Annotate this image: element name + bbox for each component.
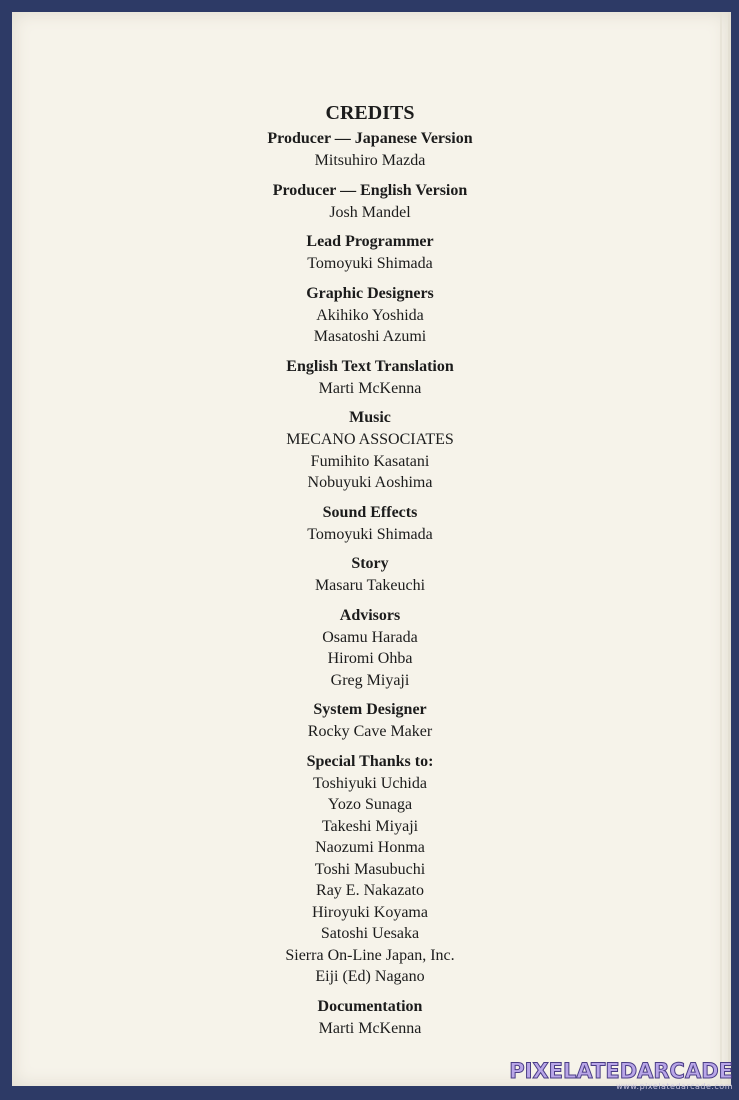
credit-section [12, 699, 728, 743]
credit-name: Ray E. Nakazato [316, 882, 424, 899]
credit-name: Masatoshi Azumi [313, 328, 427, 345]
section-heading: Story [351, 555, 389, 572]
credit-name: Yozo Sunaga [327, 796, 413, 813]
manual-page [12, 12, 731, 1086]
credit-name: Marti McKenna [318, 1019, 422, 1037]
credit-name: Satoshi Uesaka [320, 925, 420, 942]
credit-section [12, 751, 728, 988]
credits-block [12, 102, 728, 1047]
credit-name: Nobuyuki Aoshima [307, 474, 433, 491]
watermark [509, 1060, 733, 1092]
credit-name: Osamu Harada [322, 628, 418, 646]
section-heading: English Text Translation [286, 357, 454, 375]
credit-name: Hiromi Ohba [327, 650, 413, 667]
credit-section [12, 407, 728, 494]
credit-name: Rocky Cave Maker [307, 723, 433, 740]
credit-name: Takeshi Miyaji [321, 817, 419, 835]
credit-name: Fumihito Kasatani [310, 452, 430, 470]
section-heading: Producer — English Version [272, 181, 468, 199]
credit-name: Marti McKenna [318, 379, 422, 397]
credits-sections [12, 128, 728, 1039]
credit-name: Akihiko Yoshida [316, 306, 424, 324]
section-heading: Producer — Japanese Version [267, 130, 473, 147]
credit-section [12, 128, 728, 172]
section-heading: Documentation [317, 997, 423, 1015]
credit-name: Greg Miyaji [330, 671, 410, 689]
credit-name: Mitsuhiro Mazda [314, 152, 426, 169]
credit-name: Toshiyuki Uchida [313, 774, 427, 792]
credit-name: MECANO ASSOCIATES [286, 431, 454, 448]
section-heading: System Designer [313, 701, 427, 718]
credit-section [12, 553, 728, 597]
credit-section [12, 996, 728, 1040]
credit-section [12, 605, 728, 692]
section-heading: Sound Effects [322, 503, 418, 521]
credit-section [12, 283, 728, 348]
section-heading: Music [349, 409, 391, 426]
credit-name: Masaru Takeuchi [314, 577, 426, 594]
credit-name: Josh Mandel [329, 203, 411, 221]
watermark-url: www.pixelatedarcade.com [616, 1082, 733, 1091]
credit-section [12, 231, 728, 275]
credit-name: Eiji (Ed) Nagano [315, 968, 425, 985]
credit-name: Hiroyuki Koyama [312, 903, 428, 921]
section-heading: Advisors [339, 606, 401, 624]
credit-section [12, 180, 728, 224]
watermark-logo: PIXELATEDARCADE [509, 1059, 733, 1083]
credit-section [12, 502, 728, 546]
section-heading: Special Thanks to: [306, 752, 434, 770]
credit-name: Naozumi Honma [315, 839, 425, 856]
credit-name: Tomoyuki Shimada [307, 255, 433, 272]
section-heading: Lead Programmer [306, 233, 434, 250]
credit-name: Sierra On-Line Japan, Inc. [285, 946, 455, 964]
section-heading: Graphic Designers [306, 284, 434, 302]
credit-name: Toshi Masubuchi [314, 860, 426, 878]
credit-name: Tomoyuki Shimada [307, 525, 433, 543]
credits-title: CREDITS [325, 102, 415, 124]
credit-section [12, 356, 728, 400]
